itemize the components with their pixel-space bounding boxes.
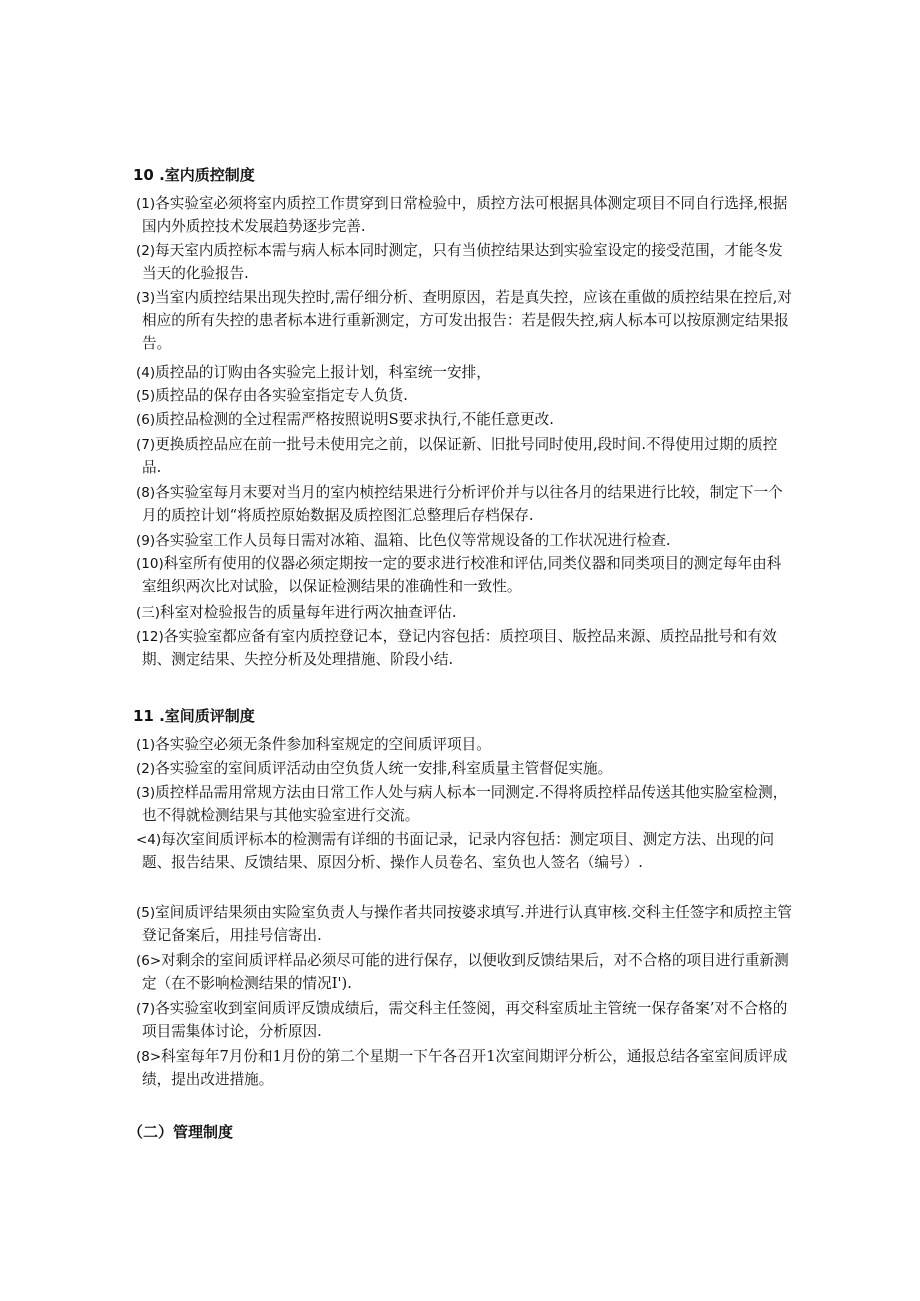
section-10-item-10 (136, 553, 794, 599)
item-text: 质控品的保存由各实验室指定专人负货. (155, 387, 408, 404)
section-10-item-7 (136, 434, 794, 480)
section-10-heading: 10 .室内质控制度 (133, 166, 255, 184)
section-10-item-3 (136, 287, 794, 355)
section-11-item-6 (136, 950, 794, 996)
section-10-item-11 (136, 602, 794, 625)
item-number: (2) (136, 761, 156, 777)
item-text: 各实验室工作人员每日需对冰箱、温箱、比色仪等常规设备的工作状况进行检查. (155, 532, 671, 549)
item-text: 各实验室必须将室内质控工作贯穿到日常检验中，质控方法可根据具体测定项目不同自行选择,根据国内外质控技术发展趋势逐步完善. (142, 195, 788, 235)
item-text: 质控品检测的全过程需严格按照说明S要求执行,不能任意更改. (155, 411, 554, 428)
item-number: (8) (136, 485, 156, 501)
item-text: 对剩余的室间质评样品必须尽可能的进行保存，以便收到反馈结果后，对不合格的项目进行重新测定（在不影响检测结果的情况I'). (142, 952, 789, 992)
item-number: (7) (136, 1001, 156, 1017)
item-text: 更换质控品应在前一批号未使用完之前，以保证新、旧批号同时使用,段时间.不得使用过期的质控品. (142, 436, 778, 476)
item-text: 质控品的订购由各实验完上报计划，科室统一安排， (155, 364, 491, 381)
section-11-item-3 (136, 782, 794, 828)
section-11-item-2 (136, 758, 794, 781)
section-10-item-5 (136, 385, 794, 408)
section-10-item-4 (136, 362, 794, 385)
section-management-heading: （二）管理制度 (128, 1123, 234, 1141)
item-text: 各实验室的室间质评活动由空负货人统一安排,科室质量主管督促实施。 (155, 760, 613, 777)
section-11-item-7 (136, 998, 794, 1044)
item-number: (2) (136, 243, 156, 259)
item-number: (6) (136, 412, 156, 428)
item-number: (3) (136, 290, 156, 306)
section-10-item-2 (136, 240, 794, 286)
section-10-item-1 (136, 193, 794, 239)
item-text: 当室内质控结果出现失控时,需仔细分析、查明原因，若是真失控，应该在重做的质控结果在控后,对相应的所有失控的患者标本进行重新测定，方可发出报告：若是假失控,病人标本可以按原测定结果报告。 (142, 289, 792, 352)
section-11-item-8 (136, 1046, 794, 1092)
section-11-heading: 11 .室间质评制度 (133, 707, 255, 725)
item-number: (5) (136, 388, 156, 404)
section-11-item-5 (136, 902, 794, 948)
section-10-item-9 (136, 530, 794, 553)
item-number: <4) (136, 832, 162, 848)
item-text: 各实验室都应备有室内质控登记本，登记内容包括：质控项目、版控品来源、质控品批号和有效期、测定结果、失控分析及处理措施、阶段小结. (142, 628, 777, 668)
item-number: (6> (136, 953, 162, 969)
item-number: (10) (136, 556, 164, 572)
item-number: (1) (136, 737, 156, 753)
item-text: 各实验室收到室间质评反馈成绩后，需交科主任签阅，再交科室质址主管统一保存备案’对不合格的项目需集体讨论，分析原因. (142, 1000, 788, 1040)
item-text: 质控样品需用常规方法由日常工作人处与病人标本一同测定.不得将质控样品传送其他实脸室检测，也不得就检测结果与其他实验室进行交流。 (142, 784, 788, 824)
item-number: (5) (136, 905, 156, 921)
section-10-item-8 (136, 482, 794, 528)
item-text: 科室对检验报告的质量每年进行两次抽查评估. (160, 604, 457, 621)
item-number: (1) (136, 196, 156, 212)
item-number: (7) (136, 437, 156, 453)
item-number: (9) (136, 533, 156, 549)
item-number: (4) (136, 365, 156, 381)
item-number: (3) (136, 785, 156, 801)
item-text: 各实验空必须无条件参加科室规定的空间质评项目。 (155, 736, 491, 753)
item-number: (三) (136, 605, 161, 621)
item-text: 每次室间质评标本的检测需有详细的书面记录，记录内容包括：测定项目、测定方法、出现的问题、报告结果、反馈结果、原因分析、操作人员卷名、室负也人签名（编号）. (142, 831, 775, 871)
section-11-item-4 (136, 829, 794, 875)
item-text: 各实验室每月末要对当月的室内桢控结果进行分析评价并与以往各月的结果进行比较，制定下一个月的质控计划“将质控原始数据及质控图汇总整理后存档保存. (142, 484, 783, 524)
section-10-item-6 (136, 409, 794, 432)
section-10-item-12 (136, 626, 794, 672)
item-text: 每天室内质控标本需与病人标本同时测定，只有当侦控结果达到实验室设定的接受范围，才能冬发当天的化验报告. (142, 242, 783, 282)
item-number: (12) (136, 629, 164, 645)
item-text: 科室每年7月份和1月份的第二个星期一下午各召开1次室间期评分析公，通报总结各室室间质评成绩，提出改进措施。 (142, 1048, 788, 1088)
section-11-item-1 (136, 734, 794, 757)
item-text: 室间质评结果须由实险室负责人与操作者共同按婆求填写.并进行认真审核.交科主任签字和质控主管登记备案后，用挂号信寄出. (142, 904, 792, 944)
item-number: (8> (136, 1049, 162, 1065)
item-text: 科室所有使用的仪器必须定期按一定的要求进行校准和评估,同类仪器和同类项目的测定每年由科室组织两次比对试脸，以保证检测结果的准确性和一致性。 (142, 555, 782, 595)
